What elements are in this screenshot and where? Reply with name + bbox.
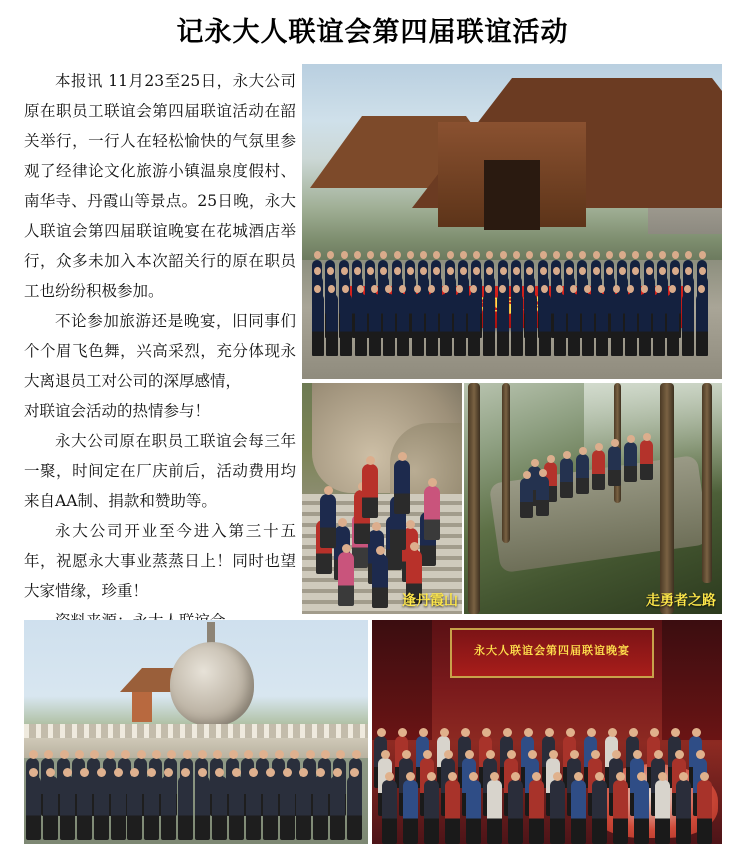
hall-door <box>484 160 540 230</box>
photo-caption-forest: 走勇者之路 <box>646 593 716 609</box>
photo-temple-park <box>24 620 368 844</box>
photo-stairs-group <box>302 383 462 614</box>
bridge-railing <box>24 724 368 738</box>
article-paragraph-5: 永大公司开业至今进入第三十五年，祝愿永大事业蒸蒸日上！同时也望大家惜缘，珍重！ <box>24 522 296 600</box>
photo-forest-path <box>464 383 722 614</box>
article-paragraph-2: 不论参加旅游还是晚宴，旧同事们个个眉飞色舞，兴高采烈，充分体现永大离退员工对公司的深厚感情， <box>24 312 296 390</box>
temple-crowd <box>24 744 368 844</box>
article-paragraph-1: 本报讯 11月23至25日，永大公司原在职员工联谊会第四届联谊活动在韶关举行，一行人在轻松愉快的气氛里参观了经律论文化旅游小镇温泉度假村、南华寺、丹霞山等景点。25日晚，永大人联谊会第四届联谊晚宴在花城酒店举行，众多未加入本次韶关行的原在职员工也纷纷积极参加。 <box>24 72 296 300</box>
article-paragraph-4: 永大公司原在职员工联谊会每三年一聚，时间定在厂庆前后，活动费用均来自AA制、捐款和赞助等。 <box>24 432 296 510</box>
article-body <box>24 66 296 636</box>
photo-banquet <box>372 620 722 844</box>
photo-group-hall <box>302 64 722 379</box>
photo-caption-stairs: 逢丹霞山 <box>402 593 458 609</box>
pavilion-body <box>132 692 152 722</box>
article-paragraph-3: 对联谊会活动的热情参与！ <box>24 402 211 420</box>
page-title: 记永大人联谊会第四届联谊活动 <box>176 17 569 48</box>
stage-screen <box>450 628 654 678</box>
temple-dome <box>170 642 254 726</box>
stage-screen-text: 永大人联谊会第四届联谊晚宴 <box>474 644 630 657</box>
banquet-crowd <box>372 694 722 844</box>
group-crowd <box>308 260 716 356</box>
